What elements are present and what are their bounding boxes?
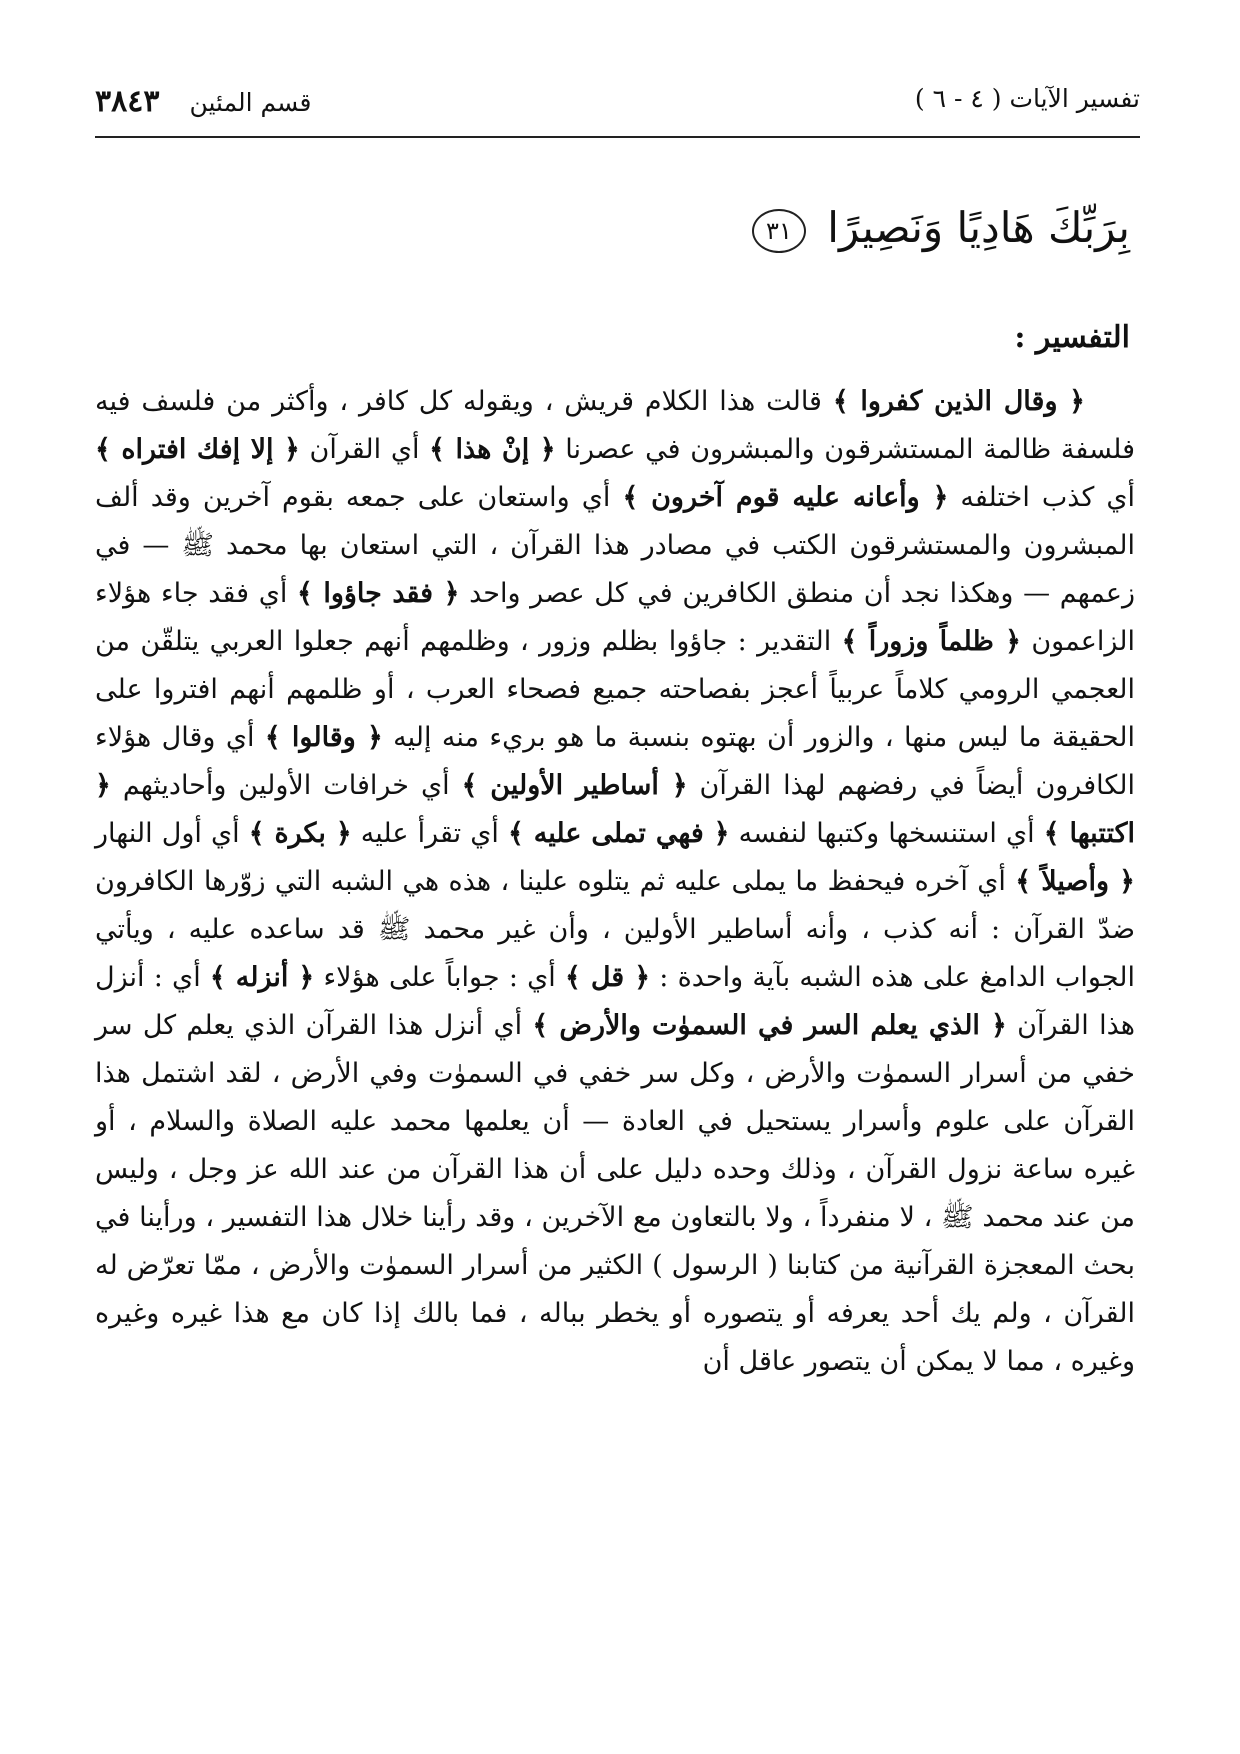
commentary-paragraph	[95, 378, 1135, 1386]
quran-quote: ﴿ بكرة ﴾	[248, 818, 352, 849]
quran-quote: ﴿ الذي يعلم السر في السموٰت والأرض ﴾	[532, 1010, 1007, 1041]
commentary-text: أي خرافات الأولين وأحاديثهم	[110, 770, 462, 801]
commentary-text: أي آخره فيحفظ ما يملى عليه ثم يتلوه علينا ، هذه هي الشبه التي زوّرها الكافرون ضدّ القرآن : أنه كذب ، وأنه أساطير الأولين ، وأن غير محمد ﷺ قد ساعده عليه ، ويأتي الجواب الدامغ على هذه الشبه بآية واحدة :	[95, 866, 1135, 993]
commentary-text: أي كذب اختلفه	[948, 482, 1135, 513]
quran-quote: ﴿ أساطير الأولين ﴾	[461, 770, 688, 801]
commentary-text: أي فقد جاء هؤلاء الزاعمون	[95, 578, 1135, 657]
commentary-text: أي واستعان على جمعه بقوم آخرين وقد ألف المبشرون والمستشرقون الكتب في مصادر هذا القرآن ، التي استعان بها محمد ﷺ — في زعمهم — وهكذا نجد أن منطق الكافرين في كل عصر واحد	[95, 482, 1135, 609]
quran-quote: ﴿ ظلماً وزوراً ﴾	[841, 626, 1021, 657]
commentary-text: أي القرآن	[299, 434, 430, 465]
commentary-text: قالت هذا الكلام قريش ، ويقوله كل كافر ، وأكثر من فلسف فيه فلسفة ظالمة المستشرقون والمبشرون في عصرنا	[95, 386, 1135, 465]
quran-quote: ﴿ وقالوا ﴾	[264, 722, 383, 753]
quran-quote: ﴿ اكتتبها ﴾	[95, 770, 1135, 849]
page-header	[95, 84, 1140, 128]
quran-quote: ﴿ أنزله ﴾	[209, 962, 315, 993]
ayah-number-marker: ٣١	[752, 209, 806, 253]
commentary-text: التقدير : جاؤوا بظلم وزور ، وظلمهم أنهم جعلوا العربي يتلقّن من العجمي الرومي كلاماً عربياً أعجز بفصاحته جميع فصحاء العرب ، أو ظلمهم أنهم افتروا على الحقيقة ما ليس منها ، والزور أن بهتوه بنسبة ما هو بريء منه إليه	[95, 626, 1135, 753]
commentary-text: أي أول النهار	[95, 818, 249, 849]
commentary-body	[95, 378, 1135, 1386]
quran-quote: ﴿ قل ﴾	[565, 962, 651, 993]
quran-quote: ﴿ وأصيلاً ﴾	[1015, 866, 1135, 897]
section-title: التفسير :	[1014, 320, 1130, 355]
page-number: ٣٨٤٣	[95, 84, 160, 119]
commentary-text: أي أنزل هذا القرآن الذي يعلم كل سر خفي من أسرار السموٰت والأرض ، وكل سر خفي في السموٰت وفي الأرض ، لقد اشتمل هذا القرآن على علوم وأسرار يستحيل في العادة — أن يعلمها محمد عليه الصلاة والسلام ، أو غيره ساعة نزول القرآن ، وذلك وحده دليل على أن هذا القرآن من عند الله عز وجل ، وليس من عند محمد ﷺ ، لا منفرداً ، ولا بالتعاون مع الآخرين ، وقد رأينا خلال هذا التفسير ، ورأينا في بحث المعجزة القرآنية من كتابنا ( الرسول ) الكثير من أسرار السموٰت والأرض ، ممّا تعرّض له القرآن ، ولم يك أحد يعرفه أو يتصوره أو يخطر بباله ، فما بالك إذا كان مع هذا غيره وغيره وغيره ، مما لا يمكن أن يتصور عاقل أن	[95, 1010, 1135, 1377]
quran-quote: ﴿ إلا إفك افتراه ﴾	[95, 434, 300, 465]
commentary-text: أي استنسخها وكتبها لنفسه	[729, 818, 1044, 849]
commentary-text: أي تقرأ عليه	[351, 818, 509, 849]
quran-quote: ﴿ فقد جاؤوا ﴾	[297, 578, 460, 609]
quran-verse	[752, 198, 1130, 258]
commentary-text: أي : أنزل هذا القرآن	[95, 962, 1135, 1041]
header-rule	[95, 136, 1140, 138]
quran-quote: ﴿ فهي تملى عليه ﴾	[508, 818, 730, 849]
quran-quote: ﴿ وقال الذين كفروا ﴾	[832, 386, 1086, 417]
quran-quote: ﴿ وأعانه عليه قوم آخرون ﴾	[622, 482, 949, 513]
commentary-text: أي : جواباً على هؤلاء	[314, 962, 565, 993]
running-title: تفسير الآيات ( ٤ - ٦ )	[914, 84, 1140, 113]
quran-quote: ﴿ إنْ هذا ﴾	[429, 434, 556, 465]
verse-text: بِرَبِّكَ هَادِيًا وَنَصِيرًا	[827, 203, 1130, 252]
header-left	[95, 84, 311, 119]
commentary-text: أي وقال هؤلاء الكافرون أيضاً في رفضهم لهذا القرآن	[95, 722, 1135, 801]
section-name: قسم المئين	[189, 88, 312, 117]
